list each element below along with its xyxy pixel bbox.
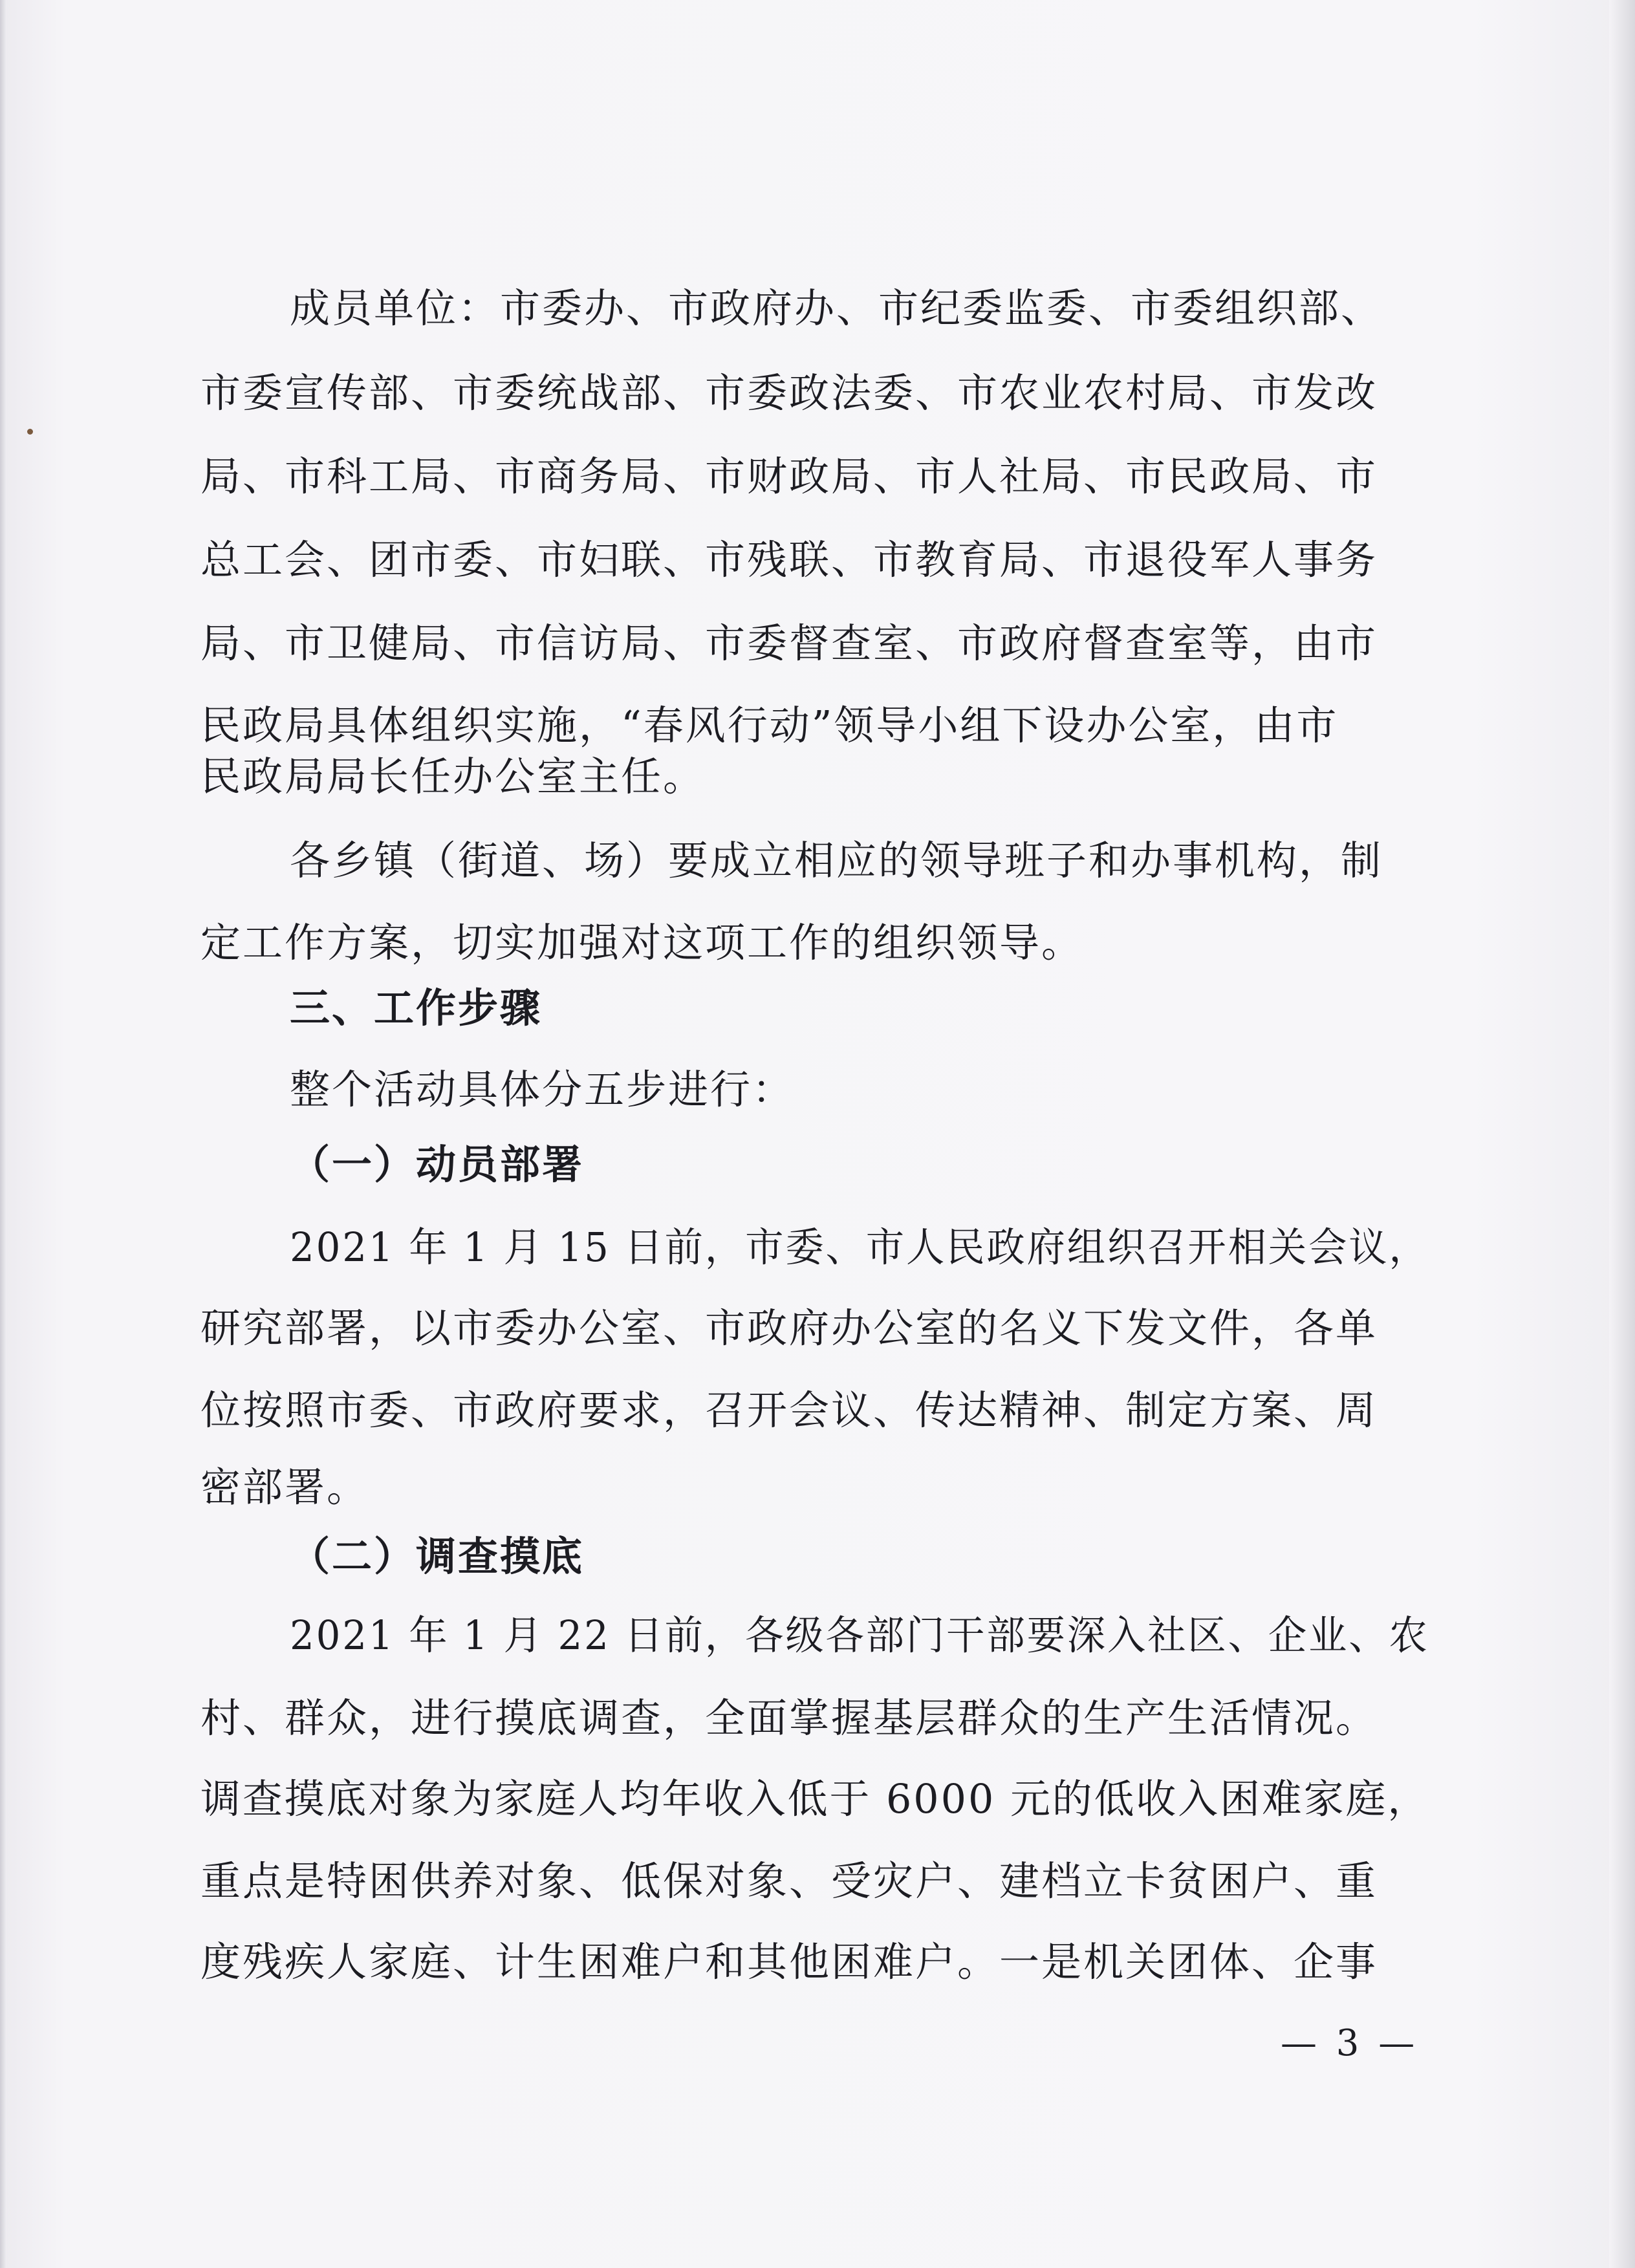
text-line: 位按照市委、市政府要求，召开会议、传达精神、制定方案、周	[200, 1387, 1378, 1434]
text-line: 密部署。	[200, 1463, 369, 1511]
text-line: 2021 年 1 月 22 日前，各级各部门干部要深入社区、企业、农	[290, 1612, 1429, 1659]
text-line: 2021 年 1 月 15 日前，市委、市人民政府组织召开相关会议，	[290, 1224, 1429, 1271]
text-line: 重点是特困供养对象、低保对象、受灾户、建档立卡贫困户、重	[200, 1857, 1378, 1905]
subsection-heading: （一）动员部署	[290, 1141, 585, 1188]
text-line: 市委宣传部、市委统战部、市委政法委、市农业农村局、市发改	[200, 369, 1378, 416]
text-line: 度残疾人家庭、计生困难户和其他困难户。一是机关团体、企事	[200, 1938, 1378, 1985]
page-right-edge	[1609, 0, 1635, 2268]
text-line: 定工作方案，切实加强对这项工作的组织领导。	[200, 919, 1084, 966]
subsection-heading: （二）调查摸底	[290, 1533, 585, 1580]
text-line: 调查摸底对象为家庭人均年收入低于 6000 元的低收入困难家庭，	[200, 1775, 1430, 1822]
text-line: 村、群众，进行摸底调查，全面掌握基层群众的生产生活情况。	[200, 1694, 1378, 1742]
text-line: 局、市科工局、市商务局、市财政局、市人社局、市民政局、市	[200, 453, 1378, 500]
text-line: 各乡镇（街道、场）要成立相应的领导班子和办事机构，制	[290, 837, 1383, 884]
text-line: 局、市卫健局、市信访局、市委督查室、市政府督查室等，由市	[200, 620, 1378, 667]
text-line: 成员单位：市委办、市政府办、市纪委监委、市委组织部、	[290, 285, 1383, 332]
text-line: 民政局具体组织实施，“春风行动”领导小组下设办公室，由市	[200, 702, 1339, 749]
text-line: 民政局局长任办公室主任。	[200, 753, 706, 800]
text-line: 整个活动具体分五步进行：	[290, 1066, 795, 1113]
text-line: 总工会、团市委、市妇联、市残联、市教育局、市退役军人事务	[200, 536, 1378, 583]
page-number: — 3 —	[1281, 2022, 1419, 2064]
paper-speck	[27, 429, 33, 435]
text-line: 研究部署，以市委办公室、市政府办公室的名义下发文件，各单	[200, 1304, 1378, 1352]
page-left-edge	[0, 0, 6, 2268]
section-heading: 三、工作步骤	[290, 984, 543, 1031]
